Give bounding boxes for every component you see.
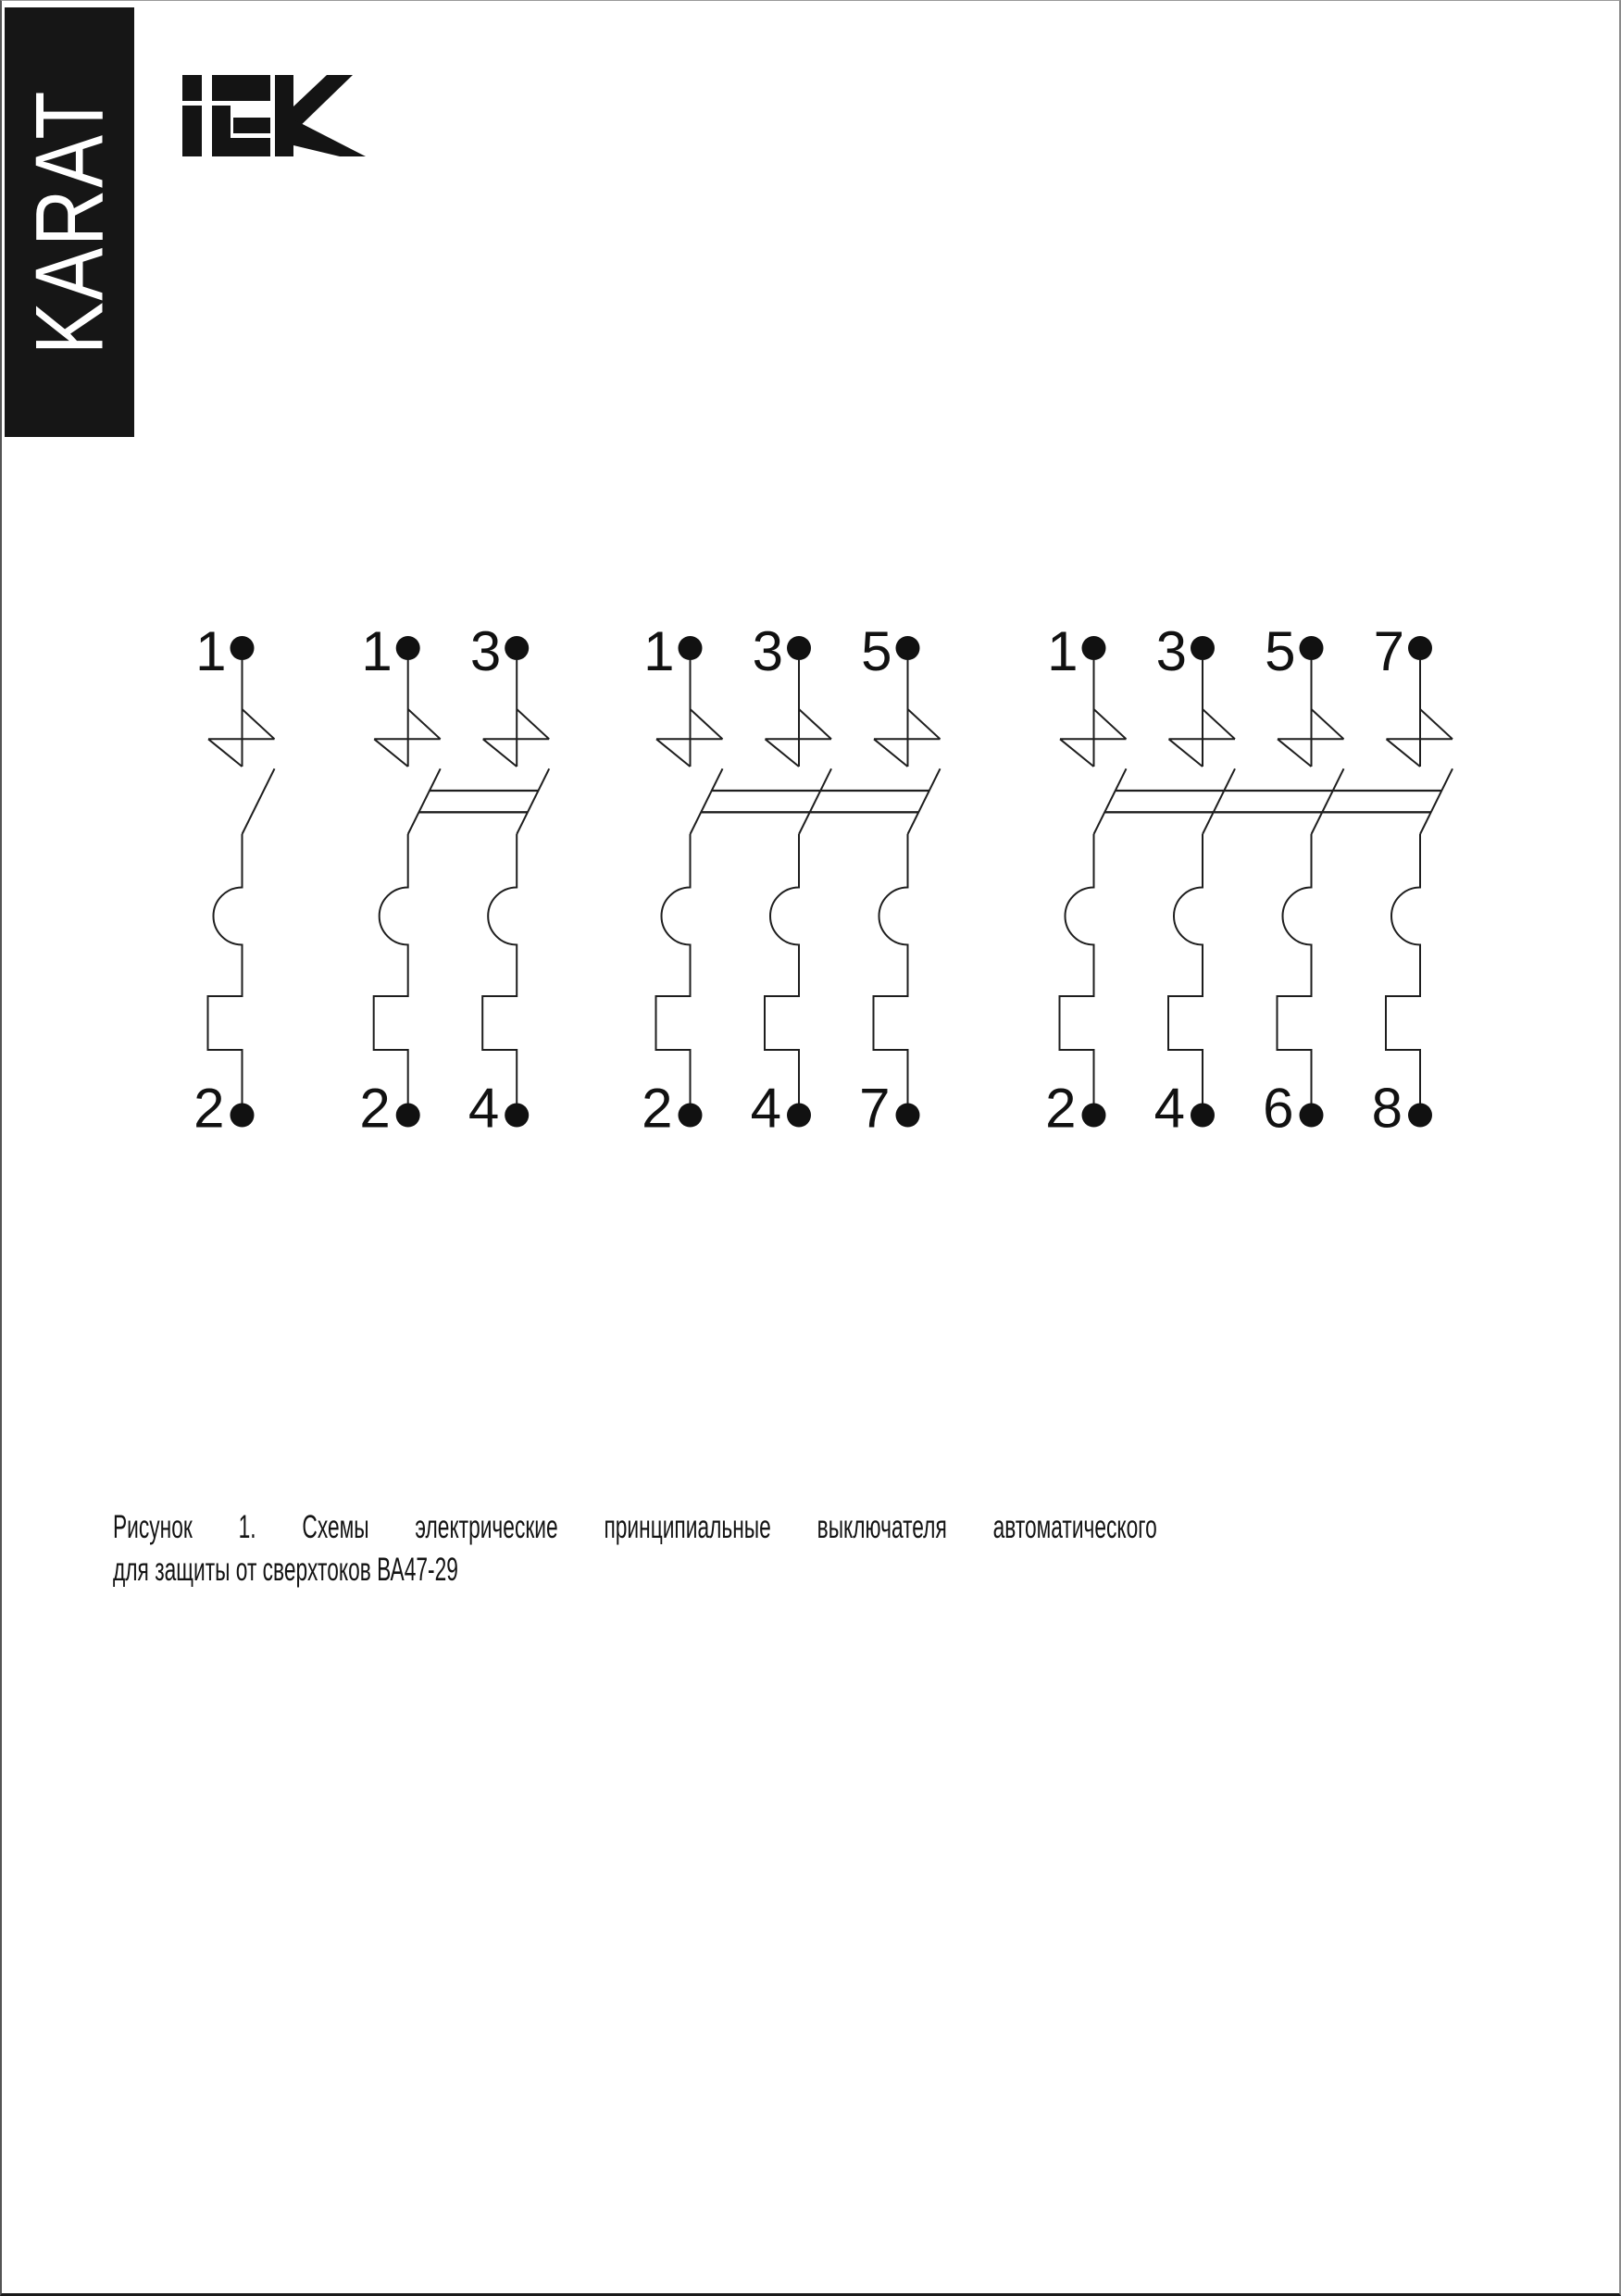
- terminal-label-bottom: 2: [642, 1077, 673, 1140]
- release-symbol: [874, 709, 941, 767]
- terminal-dot-bottom: [679, 1104, 703, 1128]
- diagram-2pole: [359, 620, 549, 1140]
- switch-blade: [1420, 768, 1453, 834]
- release-elements: [1386, 834, 1420, 1104]
- terminal-dot-top: [787, 636, 811, 660]
- terminal-dot-top: [231, 636, 255, 660]
- terminal-label-top: 3: [469, 620, 502, 682]
- terminal-label-top: 5: [1265, 620, 1296, 682]
- pole-5: [1263, 620, 1343, 1140]
- release-symbol: [656, 709, 723, 767]
- terminal-dot-bottom: [1191, 1104, 1215, 1128]
- release-elements: [208, 834, 243, 1104]
- terminal-label-bottom: 2: [193, 1077, 225, 1140]
- release-elements: [765, 834, 799, 1104]
- switch-blade: [799, 768, 831, 834]
- release-elements: [374, 834, 408, 1104]
- terminal-label-top: 3: [1155, 620, 1187, 682]
- terminal-dot-bottom: [231, 1104, 255, 1128]
- terminal-label-bottom: 4: [1153, 1077, 1185, 1140]
- terminal-dot-top: [1191, 636, 1215, 660]
- terminal-dot-bottom: [896, 1104, 920, 1128]
- pole-1: [642, 620, 722, 1140]
- pole-1: [1045, 620, 1126, 1140]
- terminal-label-bottom: 4: [468, 1077, 500, 1140]
- figure-caption: [113, 1506, 1157, 1591]
- pole-1: [193, 620, 274, 1140]
- terminal-dot-bottom: [505, 1104, 529, 1128]
- pole-5: [859, 620, 940, 1140]
- pole-3: [751, 620, 831, 1140]
- terminal-label-top: 1: [195, 620, 227, 682]
- pole-3: [1154, 620, 1235, 1140]
- terminal-label-top: 1: [361, 620, 393, 682]
- terminal-label-top: 5: [861, 620, 892, 682]
- terminal-label-top: 1: [643, 620, 675, 682]
- figure-caption-line1: Рисунок 1. Схемы электрические принципиальные выключателя автоматического: [113, 1509, 1157, 1545]
- release-symbol: [374, 709, 441, 767]
- diagrams-root: [193, 620, 1453, 1140]
- release-elements: [1060, 834, 1094, 1104]
- terminal-dot-bottom: [1082, 1104, 1106, 1128]
- pole-3: [468, 620, 549, 1140]
- release-symbol: [483, 709, 550, 767]
- terminal-dot-top: [505, 636, 529, 660]
- switch-blade: [1312, 768, 1344, 834]
- pole-1: [359, 620, 440, 1140]
- terminal-dot-bottom: [787, 1104, 811, 1128]
- terminal-label-bottom: 8: [1371, 1077, 1403, 1140]
- terminal-label-bottom: 6: [1263, 1077, 1294, 1140]
- release-elements: [656, 834, 691, 1104]
- terminal-label-top: 3: [752, 620, 783, 682]
- terminal-dot-top: [679, 636, 703, 660]
- release-symbol: [766, 709, 832, 767]
- release-elements: [1168, 834, 1203, 1104]
- diagram-1pole: [193, 620, 274, 1140]
- switch-blade: [908, 768, 941, 834]
- switch-blade: [243, 768, 275, 834]
- terminal-label-bottom: 2: [359, 1077, 391, 1140]
- diagram-4pole: [1045, 620, 1453, 1140]
- terminal-label-top: 1: [1047, 620, 1079, 682]
- terminal-label-bottom: 7: [859, 1077, 891, 1140]
- release-symbol: [1169, 709, 1236, 767]
- terminal-label-top: 7: [1373, 620, 1404, 682]
- terminal-dot-top: [396, 636, 420, 660]
- terminal-dot-top: [896, 636, 920, 660]
- switch-blade: [691, 768, 723, 834]
- terminal-dot-bottom: [1408, 1104, 1432, 1128]
- terminal-dot-bottom: [1300, 1104, 1324, 1128]
- release-elements: [482, 834, 517, 1104]
- terminal-dot-bottom: [396, 1104, 420, 1128]
- circuit-diagrams: [2, 1, 1621, 2296]
- figure-caption-line2: для защиты от сверхтоков ВА47-29: [113, 1551, 458, 1588]
- release-symbol: [1387, 709, 1453, 767]
- pole-7: [1372, 620, 1453, 1140]
- switch-blade: [408, 768, 441, 834]
- switch-blade: [1203, 768, 1235, 834]
- terminal-dot-top: [1300, 636, 1324, 660]
- diagram-3pole: [642, 620, 940, 1140]
- switch-blade: [517, 768, 549, 834]
- release-elements: [1278, 834, 1312, 1104]
- release-elements: [874, 834, 908, 1104]
- terminal-label-bottom: 2: [1045, 1077, 1077, 1140]
- brand-banner-text: KARAT: [16, 89, 124, 356]
- switch-blade: [1094, 768, 1127, 834]
- release-symbol: [1278, 709, 1344, 767]
- release-symbol: [208, 709, 275, 767]
- terminal-label-bottom: 4: [750, 1077, 781, 1140]
- terminal-dot-top: [1082, 636, 1106, 660]
- release-symbol: [1060, 709, 1127, 767]
- terminal-dot-top: [1408, 636, 1432, 660]
